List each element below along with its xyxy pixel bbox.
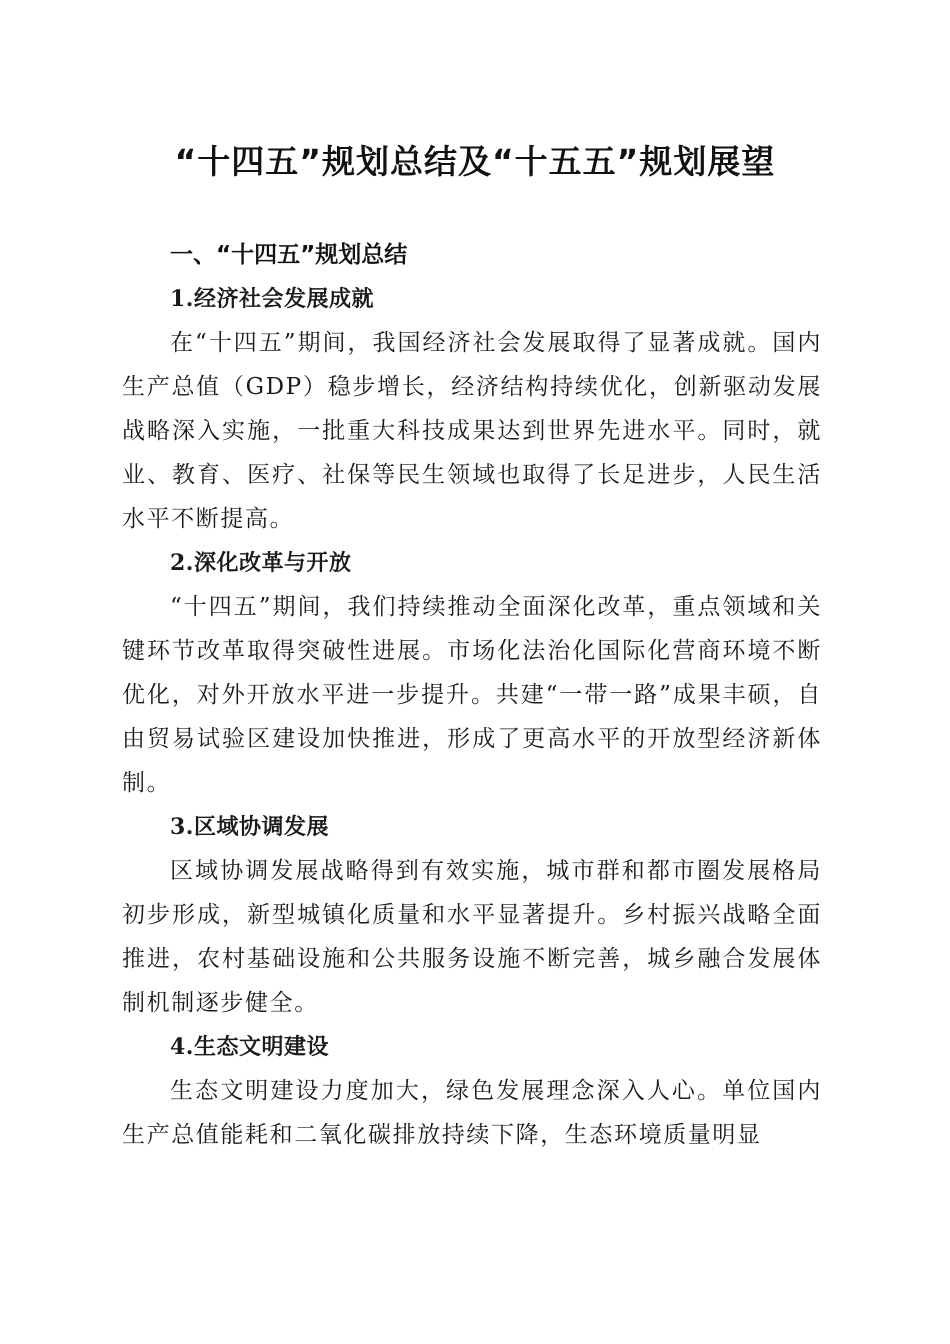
- paragraph-economy: 在“十四五”期间，我国经济社会发展取得了显著成就。国内生产总值（GDP）稳步增长，经济结构持续优化，创新驱动发展战略深入实施，一批重大科技成果达到世界先进水平。同时，就业、教育、医疗、社保等民生领域也取得了长足进步，人民生活水平不断提高。: [122, 330, 822, 532]
- document-body: [122, 233, 822, 1157]
- subsection-heading-ecology: 4.生态文明建设: [170, 1034, 329, 1060]
- paragraph-reform: “十四五”期间，我们持续推动全面深化改革，重点领域和关键环节改革取得突破性进展。市场化法治化国际化营商环境不断优化，对外开放水平进一步提升。共建“一带一路”成果丰硕，自由贸易试验区建设加快推进，形成了更高水平的开放型经济新体制。: [122, 594, 822, 796]
- subsection-heading-regional: 3.区域协调发展: [170, 814, 329, 840]
- document-title: “十四五”规划总结及“十五五”规划展望: [174, 142, 776, 181]
- subsection-heading-economy: 1.经济社会发展成就: [170, 286, 374, 312]
- subsection-heading-reform: 2.深化改革与开放: [170, 550, 352, 576]
- section-heading: 一、“十四五”规划总结: [170, 242, 408, 268]
- paragraph-regional: 区域协调发展战略得到有效实施，城市群和都市圈发展格局初步形成，新型城镇化质量和水平显著提升。乡村振兴战略全面推进，农村基础设施和公共服务设施不断完善，城乡融合发展体制机制逐步健全。: [122, 858, 822, 1016]
- paragraph-ecology: 生态文明建设力度加大，绿色发展理念深入人心。单位国内生产总值能耗和二氧化碳排放持续下降，生态环境质量明显: [122, 1078, 822, 1148]
